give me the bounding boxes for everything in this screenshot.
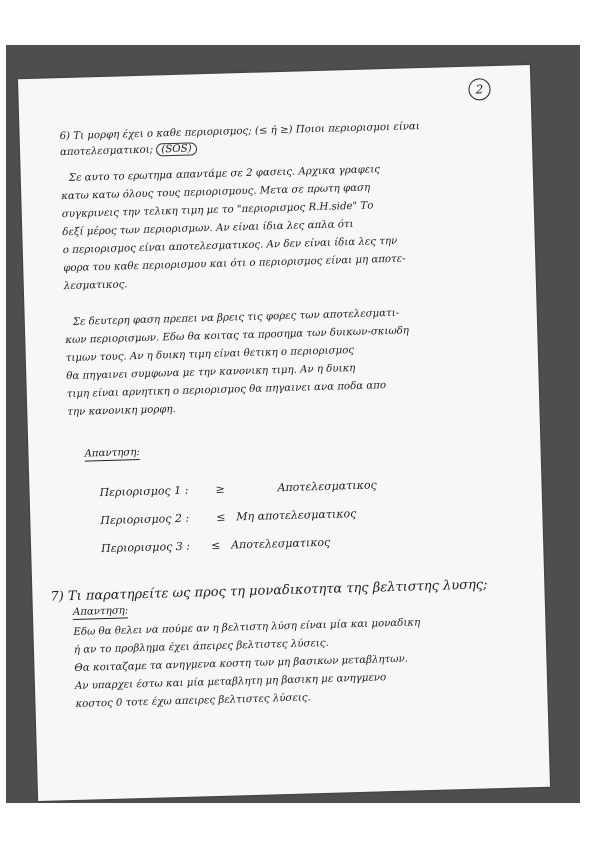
- paragraph-2-line: Σε δευτερη φαση πρεπει να βρεις τις φορες των αποτελεσματι-: [72, 307, 400, 328]
- paragraph-1-line: φορα του καθε περιορισμου και ότι ο περιορισμος είναι μη αποτε-: [63, 253, 406, 275]
- paragraph-1-line: συγκρινεις την τελικη τιμη με το "περιορισμος R.H.side" Το: [61, 200, 374, 221]
- question-7-line-1: 7) Τι παρατηρείτε ως προς τη μοναδικοτητα της βελτιστης λυσης;: [50, 577, 488, 605]
- constraint-3-label: Περιορισμος 3 :: [100, 539, 191, 556]
- paragraph-1-line: δεξί μέρος των περιορισμων. Αν είναι ίδια λες απλα ότι: [62, 218, 354, 239]
- constraint-1-label: Περιορισμος 1 :: [99, 483, 189, 500]
- answer-label: Απαντηση:: [84, 448, 140, 462]
- question-7-answer-line: κοστος 0 τοτε έχω απειρες βελτιστες λύσεις.: [75, 692, 311, 710]
- question-6-line-1: 6) Τι μορφη έχει ο καθε περιορισμος; (≤ ή ≥) Ποιοι περιορισμοι είναι: [59, 121, 421, 143]
- sos-note: (SOS): [156, 142, 197, 156]
- constraint-2-label: Περιορισμος 2 :: [100, 511, 190, 528]
- question-7-answer-line: Εδω θα θελει να πούμε αν η βελτιστη λύση είναι μία και μοναδικη: [73, 617, 421, 638]
- constraint-3-sign: ≤: [210, 538, 221, 553]
- question-7-answer-line: Αν υπαρχει έστω και μία μεταβλητη μη βασικη με ανηγμενο: [74, 672, 387, 692]
- paragraph-2-line: θα πηγαινει συμφωνα με την κανονικη τιμη. Αν η δυικη: [66, 362, 356, 383]
- constraint-3-status: Αποτελεσματικος: [230, 535, 331, 552]
- constraint-1-status: Αποτελεσματικος: [277, 478, 377, 495]
- constraint-1-sign: ≥: [215, 482, 225, 496]
- constraint-2-sign: ≤: [216, 510, 226, 524]
- paragraph-1-line: λεσματικος.: [63, 279, 128, 293]
- handwritten-page: [18, 65, 550, 801]
- paragraph-2-line: τιμη είναι αρνητικη ο περιορισμος θα πηγαινει ανα ποδα απο: [66, 380, 387, 401]
- paragraph-1-line: κατω κατω όλους τους περιορισμους. Μετα σε πρωτη φαση: [61, 182, 371, 203]
- paragraph-2-line: την κανονικη μορφη.: [67, 404, 176, 419]
- paragraph-1-line: ο περιορισμος είναι αποτελεσματικος. Αν δεν είναι ίδια λες την: [62, 235, 398, 257]
- question-6-line-2: [60, 144, 197, 158]
- question-6-line-2-text: αποτελεσματικοι;: [59, 144, 154, 159]
- paragraph-1-line: Σε αυτο το ερωτημα απαντάμε σε 2 φασεις. Αρχικα γραφεις: [68, 164, 381, 184]
- page-number: 2: [468, 78, 491, 101]
- question-7-answer-label: Απαντηση:: [73, 606, 129, 620]
- constraint-2-status: Μη αποτελεσματικος: [236, 507, 357, 524]
- question-7-answer-line: ή αν το προβλημα έχει άπειρες βελτιστες λύσεις.: [73, 637, 329, 656]
- paragraph-2-line: κων περιορισμων. Εδω θα κοιτας τα προσημα των δυικων-σκιωδη: [65, 325, 410, 347]
- paragraph-2-line: τιμων τους. Αν η δυικη τιμη είναι θετικη ο περιορισμος: [65, 345, 355, 365]
- question-7-answer-line: Θα κοιταζαμε τα ανηγμενα κοστη των μη βασικων μεταβλητων.: [74, 653, 409, 674]
